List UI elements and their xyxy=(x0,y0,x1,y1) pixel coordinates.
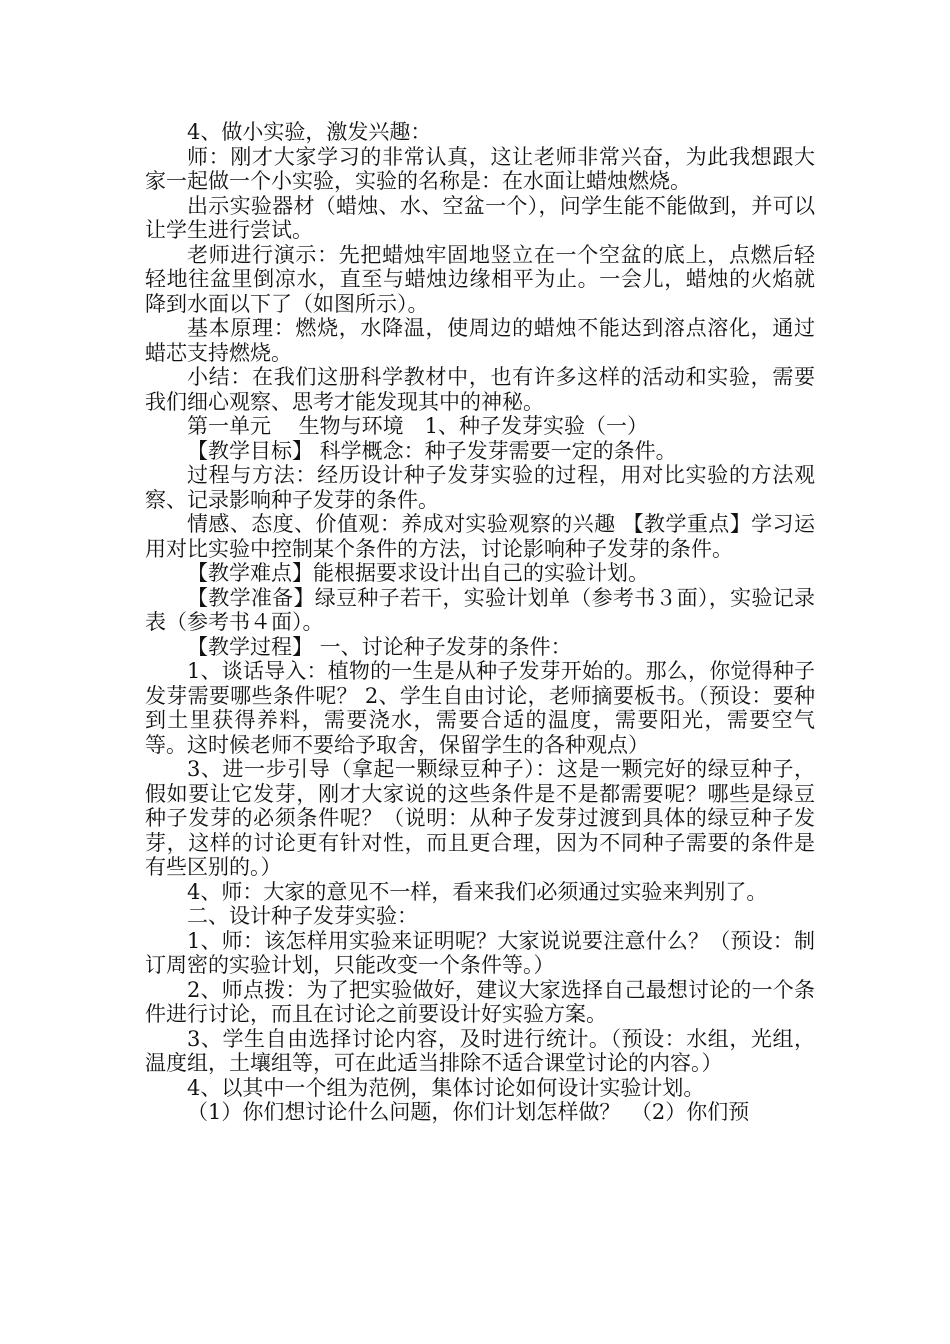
paragraph: 3、学生自由选择讨论内容，及时进行统计。（预设：水组，光组，温度组，土壤组等，可在此适当排除不适合课堂讨论的内容。） xyxy=(145,1026,815,1075)
paragraph: 1、师：该怎样用实验来证明呢？大家说说要注意什么？（预设：制订周密的实验计划，只能改变一个条件等。） xyxy=(145,928,815,977)
paragraph: （1）你们想讨论什么问题，你们计划怎样做？ （2）你们预 xyxy=(187,1100,750,1124)
paragraph: 【教学难点】能根据要求设计出自己的实验计划。 xyxy=(187,561,649,585)
paragraph: 4、做小实验，激发兴趣： xyxy=(187,120,432,144)
paragraph: 2、师点拨：为了把实验做好，建议大家选择自己最想讨论的一个条件进行讨论，而且在讨论之前要设计好实验方案。 xyxy=(145,977,815,1026)
paragraph: 4、师：大家的意见不一样，看来我们必须通过实验来判别了。 xyxy=(187,879,768,904)
paragraph: 【教学目标】 科学概念：种子发芽需要一定的条件。 xyxy=(187,438,677,463)
paragraph: 小结：在我们这册科学教材中，也有许多这样的活动和实验，需要我们细心观察、思考才能发现其中的神秘。 xyxy=(145,365,815,414)
document-body xyxy=(145,120,815,1125)
section-heading: 二、设计种子发芽实验： xyxy=(187,904,418,928)
paragraph: 老师进行演示：先把蜡烛牢固地竖立在一个空盆的底上，点燃后轻轻地往盆里倒凉水，直至与蜡烛边缘相平为止。一会儿，蜡烛的火焰就降到水面以下了（如图所示）。 xyxy=(145,242,815,316)
paragraph: 【教学准备】绿豆种子若干，实验计划单（参考书３面），实验记录表（参考书４面）。 xyxy=(145,585,815,634)
paragraph: 3、进一步引导（拿起一颗绿豆种子）：这是一颗完好的绿豆种子，假如要让它发芽，刚才大家说的这些条件是不是都需要呢？哪些是绿豆种子发芽的必须条件呢？（说明：从种子发芽过渡到具体的绿豆种子发芽，这样的讨论更有针对性，而且更合理，因为不同种子需要的条件是有些区别的。） xyxy=(145,757,815,879)
paragraph: 基本原理：燃烧，水降温，使周边的蜡烛不能达到溶点溶化，通过蜡芯支持燃烧。 xyxy=(145,316,815,365)
unit-heading: 第一单元 生物与环境 1、种子发芽实验（一） xyxy=(187,414,649,438)
paragraph: 1、谈话导入：植物的一生是从种子发芽开始的。那么，你觉得种子发芽需要哪些条件呢？ 2、学生自由讨论，老师摘要板书。（预设：要种到土里获得养料，需要浇水，需要合适的温度，需要阳光，需要空气等。这时候老师不要给予取舍，保留学生的各种观点） xyxy=(145,659,815,757)
paragraph: 【教学过程】 一、讨论种子发芽的条件： xyxy=(187,634,572,659)
paragraph: 师：刚才大家学习的非常认真，这让老师非常兴奋，为此我想跟大家一起做一个小实验，实验的名称是：在水面让蜡烛燃烧。 xyxy=(145,144,815,193)
paragraph: 出示实验器材（蜡烛、水、空盆一个），问学生能不能做到，并可以让学生进行尝试。 xyxy=(145,193,815,242)
paragraph: 情感、态度、价值观：养成对实验观察的兴趣 【教学重点】学习运用对比实验中控制某个条件的方法，讨论影响种子发芽的条件。 xyxy=(145,512,815,561)
paragraph: 4、以其中一个组为范例，集体讨论如何设计实验计划。 xyxy=(187,1075,705,1100)
paragraph: 过程与方法：经历设计种子发芽实验的过程，用对比实验的方法观察、记录影响种子发芽的条件。 xyxy=(145,463,815,512)
